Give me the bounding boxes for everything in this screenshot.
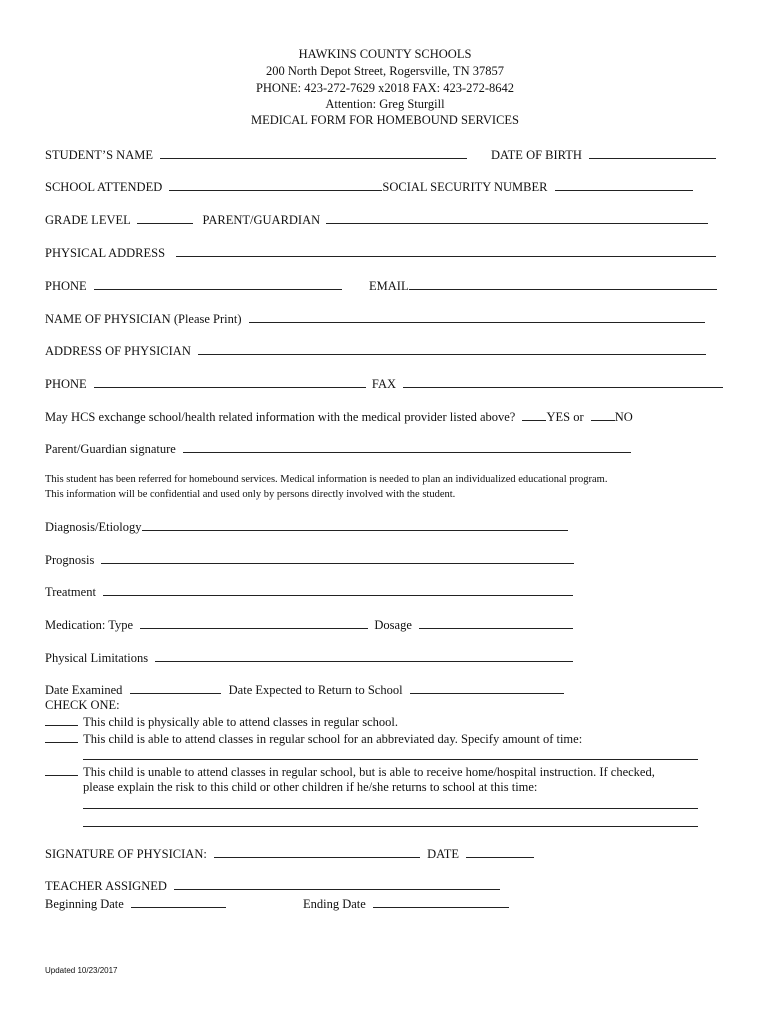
grade-row bbox=[45, 212, 708, 228]
physician-signature-label: SIGNATURE OF PHYSICIAN: bbox=[45, 847, 207, 861]
phone-label: PHONE bbox=[45, 279, 87, 293]
grade-field[interactable] bbox=[137, 212, 193, 224]
teacher-label: TEACHER ASSIGNED bbox=[45, 879, 167, 893]
dosage-field[interactable] bbox=[419, 617, 573, 629]
consent-no-blank[interactable] bbox=[591, 409, 615, 421]
consent-row bbox=[45, 409, 633, 425]
check-option-3 bbox=[45, 764, 655, 780]
student-name-field[interactable] bbox=[160, 147, 467, 159]
prognosis-label: Prognosis bbox=[45, 553, 95, 567]
check-option-2 bbox=[45, 731, 582, 747]
address-field[interactable] bbox=[176, 245, 716, 257]
guardian-signature-field[interactable] bbox=[183, 441, 631, 453]
beginning-date-label: Beginning Date bbox=[45, 897, 124, 911]
physician-name-field[interactable] bbox=[249, 311, 705, 323]
school-row bbox=[45, 179, 693, 195]
dob-row bbox=[491, 147, 716, 163]
physician-address-row bbox=[45, 343, 706, 359]
date-return-label: Date Expected to Return to School bbox=[228, 683, 403, 697]
school-label: SCHOOL ATTENDED bbox=[45, 180, 163, 194]
physician-name-row bbox=[45, 311, 705, 327]
ssn-field[interactable] bbox=[555, 179, 693, 191]
diagnosis-label: Diagnosis/Etiology bbox=[45, 520, 142, 534]
diagnosis-field[interactable] bbox=[142, 519, 568, 531]
physician-address-field[interactable] bbox=[198, 343, 706, 355]
ending-date-label: Ending Date bbox=[303, 897, 366, 911]
prognosis-field[interactable] bbox=[101, 552, 574, 564]
diagnosis-row bbox=[45, 519, 568, 535]
ending-date-field[interactable] bbox=[373, 896, 509, 908]
check-option-3-blank[interactable] bbox=[45, 764, 78, 776]
parent-label: PARENT/GUARDIAN bbox=[202, 213, 321, 227]
limitations-row bbox=[45, 650, 573, 666]
check-option-2-blank[interactable] bbox=[45, 731, 78, 743]
phone-row bbox=[45, 278, 342, 294]
org-phone-fax: PHONE: 423-272-7629 x2018 FAX: 423-272-8642 bbox=[255, 81, 515, 95]
physician-phone-field[interactable] bbox=[94, 376, 366, 388]
teacher-field[interactable] bbox=[174, 878, 500, 890]
address-row bbox=[45, 245, 716, 261]
beginning-date-field[interactable] bbox=[131, 896, 226, 908]
medication-type-label: Medication: Type bbox=[45, 618, 134, 632]
address-label: PHYSICAL ADDRESS bbox=[45, 246, 166, 260]
physician-fax-label: FAX bbox=[371, 377, 397, 391]
phone-field[interactable] bbox=[94, 278, 342, 290]
check-option-2-line[interactable] bbox=[83, 759, 698, 760]
consent-question: May HCS exchange school/health related information with the medical provider listed above? bbox=[45, 410, 516, 424]
physician-name-label: NAME OF PHYSICIAN (Please Print) bbox=[45, 312, 242, 326]
signature-date-label: DATE bbox=[427, 847, 460, 861]
signature-date-field[interactable] bbox=[466, 846, 534, 858]
treatment-label: Treatment bbox=[45, 585, 96, 599]
student-name-row bbox=[45, 147, 467, 163]
limitations-label: Physical Limitations bbox=[45, 651, 149, 665]
check-option-2-text: This child is able to attend classes in regular school for an abbreviated day. Specify amount of time: bbox=[83, 732, 583, 746]
email-row bbox=[369, 278, 717, 294]
student-name-label: STUDENT’S NAME bbox=[45, 148, 153, 162]
treatment-field[interactable] bbox=[103, 584, 573, 596]
email-field[interactable] bbox=[409, 278, 717, 290]
dosage-label: Dosage bbox=[374, 618, 412, 632]
treatment-row bbox=[45, 584, 573, 600]
check-option-1-blank[interactable] bbox=[45, 714, 78, 726]
dob-label: DATE OF BIRTH bbox=[491, 148, 582, 162]
school-field[interactable] bbox=[169, 179, 382, 191]
check-option-1 bbox=[45, 714, 398, 730]
medication-type-field[interactable] bbox=[140, 617, 368, 629]
org-address: 200 North Depot Street, Rogersville, TN 37857 bbox=[266, 64, 504, 78]
physician-signature-row bbox=[45, 846, 534, 862]
explain-line-1[interactable] bbox=[83, 808, 698, 809]
dates-row bbox=[45, 682, 564, 698]
guardian-signature-row bbox=[45, 441, 631, 457]
date-return-field[interactable] bbox=[410, 682, 564, 694]
consent-yes-label: YES or bbox=[546, 410, 584, 424]
parent-field[interactable] bbox=[326, 212, 708, 224]
teacher-row bbox=[45, 878, 500, 894]
notice-line-1: This student has been referred for homebound services. Medical information is needed to plan an individualized educational program. bbox=[45, 474, 608, 485]
medication-row bbox=[45, 617, 573, 633]
org-name: HAWKINS COUNTY SCHOOLS bbox=[298, 47, 472, 61]
check-heading: CHECK ONE: bbox=[45, 698, 120, 712]
attention-line: Attention: Greg Sturgill bbox=[325, 97, 445, 111]
notice-line-2: This information will be confidential and used only by persons directly involved with the student. bbox=[45, 489, 456, 500]
prognosis-row bbox=[45, 552, 574, 568]
beginning-date-row bbox=[45, 896, 226, 912]
guardian-signature-label: Parent/Guardian signature bbox=[45, 442, 176, 456]
check-option-3-cont: please explain the risk to this child or other children if he/she returns to school at this time: bbox=[83, 780, 538, 794]
dob-field[interactable] bbox=[589, 147, 716, 159]
consent-no-label: NO bbox=[614, 410, 633, 424]
consent-yes-blank[interactable] bbox=[522, 409, 546, 421]
physician-fax-field[interactable] bbox=[403, 376, 723, 388]
ending-date-row bbox=[303, 896, 509, 912]
ssn-label: SOCIAL SECURITY NUMBER bbox=[382, 180, 548, 194]
email-label: EMAIL bbox=[369, 279, 409, 293]
updated-date: Updated 10/23/2017 bbox=[45, 966, 118, 975]
form-title: MEDICAL FORM FOR HOMEBOUND SERVICES bbox=[250, 113, 519, 127]
date-examined-label: Date Examined bbox=[45, 683, 123, 697]
physician-phone-row bbox=[45, 376, 723, 392]
limitations-field[interactable] bbox=[155, 650, 573, 662]
date-examined-field[interactable] bbox=[130, 682, 221, 694]
physician-address-label: ADDRESS OF PHYSICIAN bbox=[45, 344, 191, 358]
check-option-3-text: This child is unable to attend classes in regular school, but is able to receive home/hospital instruction. If checked, bbox=[83, 765, 655, 779]
check-option-1-text: This child is physically able to attend classes in regular school. bbox=[83, 715, 398, 729]
physician-signature-field[interactable] bbox=[214, 846, 420, 858]
physician-phone-label: PHONE bbox=[45, 377, 87, 391]
grade-label: GRADE LEVEL bbox=[45, 213, 131, 227]
explain-line-2[interactable] bbox=[83, 826, 698, 827]
